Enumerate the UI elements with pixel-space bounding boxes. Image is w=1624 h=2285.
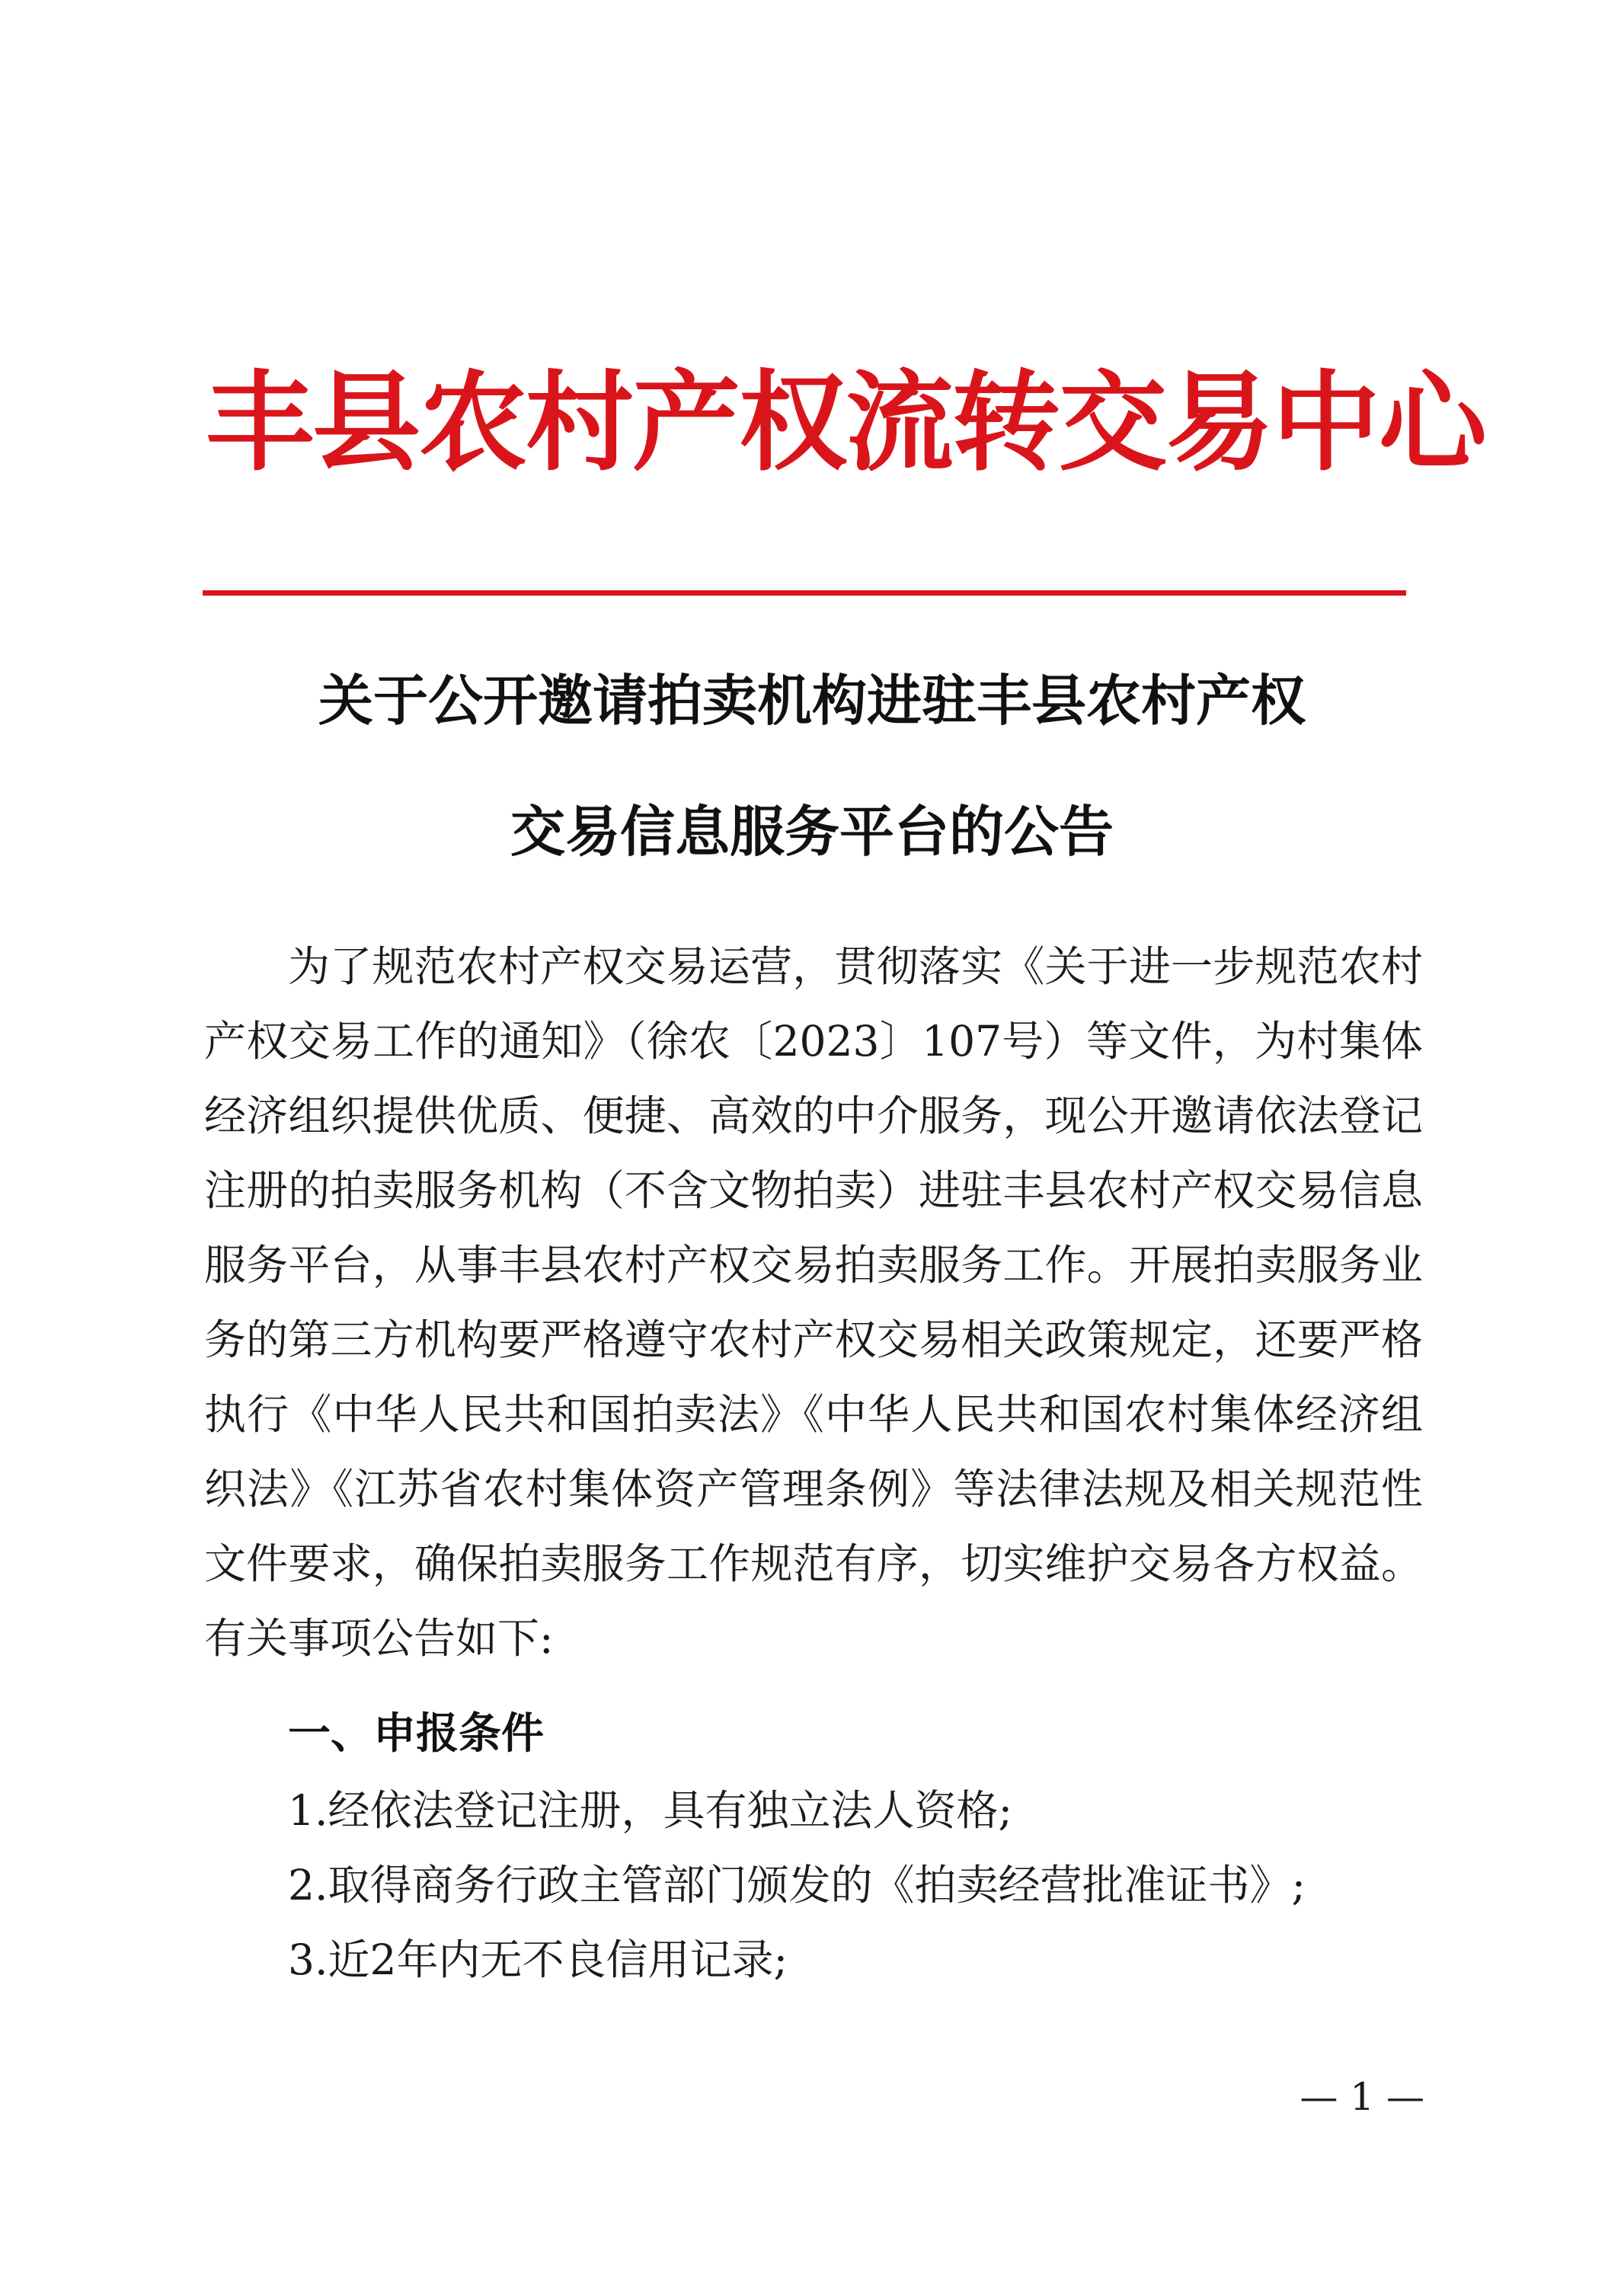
- document-title-line-1: 关于公开邀请拍卖机构进驻丰县农村产权: [318, 669, 1306, 733]
- condition-item-1: 1.经依法登记注册，具有独立法人资格;: [288, 1786, 1013, 1835]
- conditions-list: [288, 1773, 1306, 1997]
- intro-paragraph: 为了规范农村产权交易运营，贯彻落实《关于进一步规范农村产权交易工作的通知》（徐农〔2023〕107号）等文件，为村集体经济组织提供优质、便捷、高效的中介服务，现公开邀请依法登记注册的拍卖服务机构（不含文物拍卖）进驻丰县农村产权交易信息服务平台，从事丰县农村产权交易拍卖服务工作。开展拍卖服务业务的第三方机构要严格遵守农村产权交易相关政策规定，还要严格执行《中华人民共和国拍卖法》《中华人民共和国农村集体经济组织法》《江苏省农村集体资产管理条例》等法律法规及相关规范性文件要求，确保拍卖服务工作规范有序，切实维护交易各方权益。有关事项公告如下:: [204, 942, 1423, 1663]
- letterhead-red-rule: [203, 590, 1406, 596]
- letterhead-org-name: 丰县农村产权流转交易中心: [206, 360, 1485, 486]
- section-heading-application-conditions: 一、申报条件: [288, 1709, 544, 1759]
- page-number: — 1 —: [1300, 2075, 1424, 2119]
- condition-item-2: 2.取得商务行政主管部门颁发的《拍卖经营批准证书》;: [288, 1861, 1306, 1909]
- condition-item-3: 3.近2年内无不良信用记录;: [288, 1935, 788, 1984]
- document-title-line-2: 交易信息服务平台的公告: [510, 800, 1114, 864]
